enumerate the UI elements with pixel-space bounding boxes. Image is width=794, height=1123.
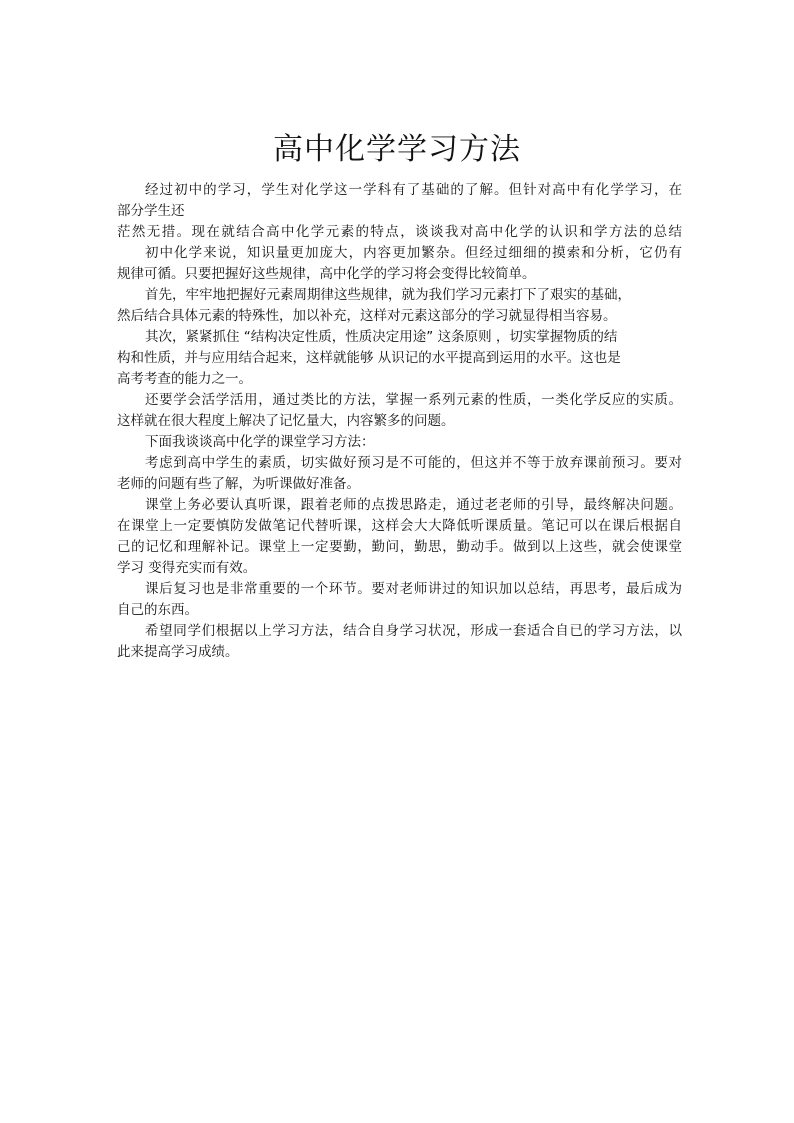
text-line: 还要学会活学活用，通过类比的方法，掌握一系列元素的性质，一类化学反应的实质。 <box>145 392 682 408</box>
text-line: 在课堂上一定要慎防发做笔记代替听课，这样会大大降低听课质量。笔记可以在课后根据自 <box>117 518 682 534</box>
text-line: 规律可循。只要把握好这些规律，高中化学的学习将会变得比较简单。 <box>117 266 536 282</box>
text-line: 然后结合具体元素的特殊性，加以补充，这样对元素这部分的学习就显得相当容易。 <box>117 308 617 324</box>
text-line: 己的记忆和理解补记。课堂上一定要勤，勤问，勤思，勤动手。做到以上这些，就会使课堂 <box>117 539 682 555</box>
text-line: 考虑到高中学生的素质，切实做好预习是不可能的，但这并不等于放弃课前预习。要对 <box>145 455 682 471</box>
text-line: 下面我谈谈高中化学的课堂学习方法： <box>145 434 375 450</box>
text-line: 课堂上务必要认真听课，跟着老师的点拨思路走，通过老老师的引导，最终解决问题。 <box>145 497 682 513</box>
text-line: 构和性质，并与应用结合起来，这样就能够 从识记的水平提高到运用的水平。这也是 <box>117 350 621 366</box>
text-line: 此来提高学习成绩。 <box>117 644 239 660</box>
text-line: 自己的东西。 <box>117 602 198 618</box>
text-line: 首先，牢牢地把握好元素周期律这些规律，就为我们学习元素打下了艰实的基础， <box>145 287 631 303</box>
text-line: 高考考查的能力之一。 <box>117 371 252 387</box>
text-line: 初中化学来说，知识量更加庞大，内容更加繁杂。但经过细细的摸索和分析，它仍有 <box>145 245 682 261</box>
text-line: 其次，紧紧抓住 “结构决定性质，性质决定用途” 这条原则 ，切实掌握物质的结 <box>145 329 618 345</box>
text-line: 课后复习也是非常重要的一个环节。要对老师讲过的知识加以总结，再思考，最后成为 <box>145 581 682 597</box>
text-line: 老师的问题有些了解，为听课做好准备。 <box>117 476 360 492</box>
text-line: 这样就在很大程度上解决了记忆量大，内容繁多的问题。 <box>117 413 455 429</box>
document-title: 高中化学学习方法 <box>273 132 521 167</box>
text-line: 经过初中的学习，学生对化学这一学科有了基础的了解。但针对高中有化学学习，在 <box>145 182 682 198</box>
text-line: 学习 变得充实而有效。 <box>117 560 257 576</box>
text-line: 茫然无措。现在就结合高中化学元素的特点，谈谈我对高中化学的认识和学方法的总结 <box>117 224 682 240</box>
text-line: 部分学生还 <box>117 203 185 219</box>
text-line: 希望同学们根据以上学习方法，结合自身学习状况，形成一套适合自已的学习方法，以 <box>145 623 682 639</box>
document-body <box>117 180 682 663</box>
